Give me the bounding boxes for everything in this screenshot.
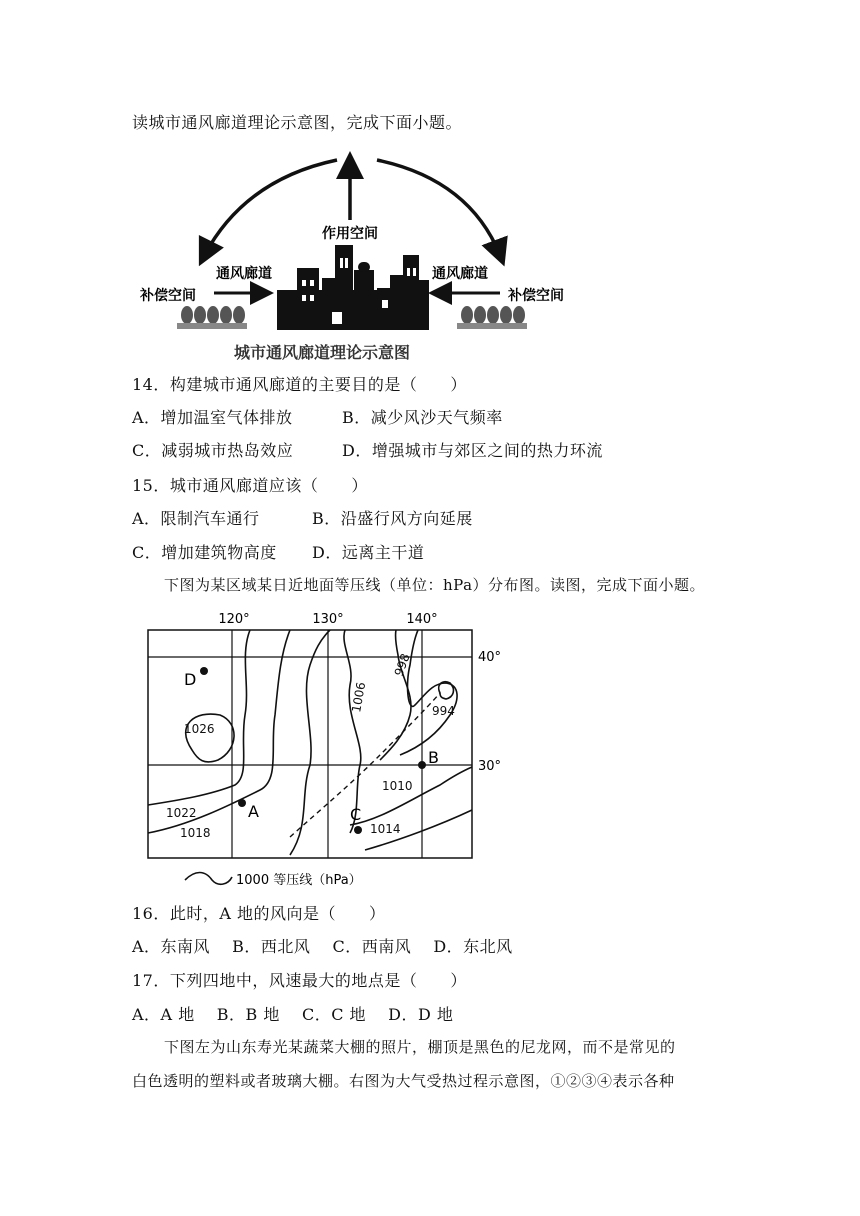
q17-stem: 17．下列四地中，风速最大的地点是（ ） [132,971,467,990]
lat-30: 30° [478,759,502,774]
trees-left [181,306,245,324]
city-buildings [277,245,429,330]
isobar-map [140,605,510,890]
q14-option-b: B．减少风沙天气频率 [342,408,503,427]
point-c [354,826,362,834]
q17-options: A．A 地 B．B 地 C．C 地 D．D 地 [132,1005,454,1024]
point-b [418,761,426,769]
isobar-1010: 1010 [382,779,413,793]
q15-option-d: D．远离主干道 [312,543,425,562]
label-comp-right: 补偿空间 [508,288,564,304]
point-a [238,799,246,807]
q14-stem: 14．构建城市通风廊道的主要目的是（ ） [132,375,467,394]
label-d: D [184,670,197,689]
left-arc-arrow [202,160,337,260]
q15-option-b: B．沿盛行风方向延展 [312,509,473,528]
isobar-1006: 1006 [349,681,369,714]
intro-figure3-line2: 白色透明的塑料或者玻璃大棚。右图为大气受热过程示意图，①②③④表示各种 [132,1072,675,1090]
isobar-lines [148,630,472,855]
lon-120: 120° [218,612,250,627]
lat-40: 40° [478,650,502,665]
q14-option-a: A．增加温室气体排放 [132,408,293,427]
lon-140: 140° [406,612,438,627]
q15-stem: 15．城市通风廊道应该（ ） [132,476,368,495]
trees-right [461,306,525,324]
figure1-caption: 城市通风廊道理论示意图 [233,343,411,362]
label-a: A [248,802,259,821]
label-comp-left: 补偿空间 [140,288,196,304]
right-arc-arrow [377,160,502,260]
isobar-998: 998 [391,651,413,679]
isobar-994: 994 [432,704,455,718]
q15-option-c: C．增加建筑物高度 [132,543,277,562]
legend-text: 1000 等压线（hPa） [236,873,362,888]
q14-option-c: C．减弱城市热岛效应 [132,441,294,460]
label-action-space: 作用空间 [322,226,378,242]
q16-stem: 16．此时，A 地的风向是（ ） [132,904,386,923]
label-b: B [428,748,439,767]
label-corridor-left: 通风廊道 [216,266,272,282]
label-c: C [350,805,362,824]
q15-option-a: A．限制汽车通行 [132,509,260,528]
q14-option-d: D．增强城市与郊区之间的热力环流 [342,441,603,460]
intro-figure1: 读城市通风廊道理论示意图，完成下面小题。 [132,113,463,132]
isobar-1022: 1022 [166,806,197,820]
q16-options: A．东南风 B．西北风 C．西南风 D．东北风 [132,937,513,956]
intro-figure2: 下图为某区域某日近地面等压线（单位：hPa）分布图。读图，完成下面小题。 [164,576,706,594]
label-corridor-right: 通风廊道 [432,266,488,282]
lon-130: 130° [312,612,344,627]
isobar-1026: 1026 [184,722,215,736]
legend-line [185,873,232,885]
isobar-1018: 1018 [180,826,211,840]
intro-figure3-line1: 下图左为山东寿光某蔬菜大棚的照片，棚顶是黑色的尼龙网，而不是常见的 [164,1038,676,1056]
ventilation-corridor-diagram [132,140,582,365]
isobar-1014: 1014 [370,822,401,836]
point-d [200,667,208,675]
